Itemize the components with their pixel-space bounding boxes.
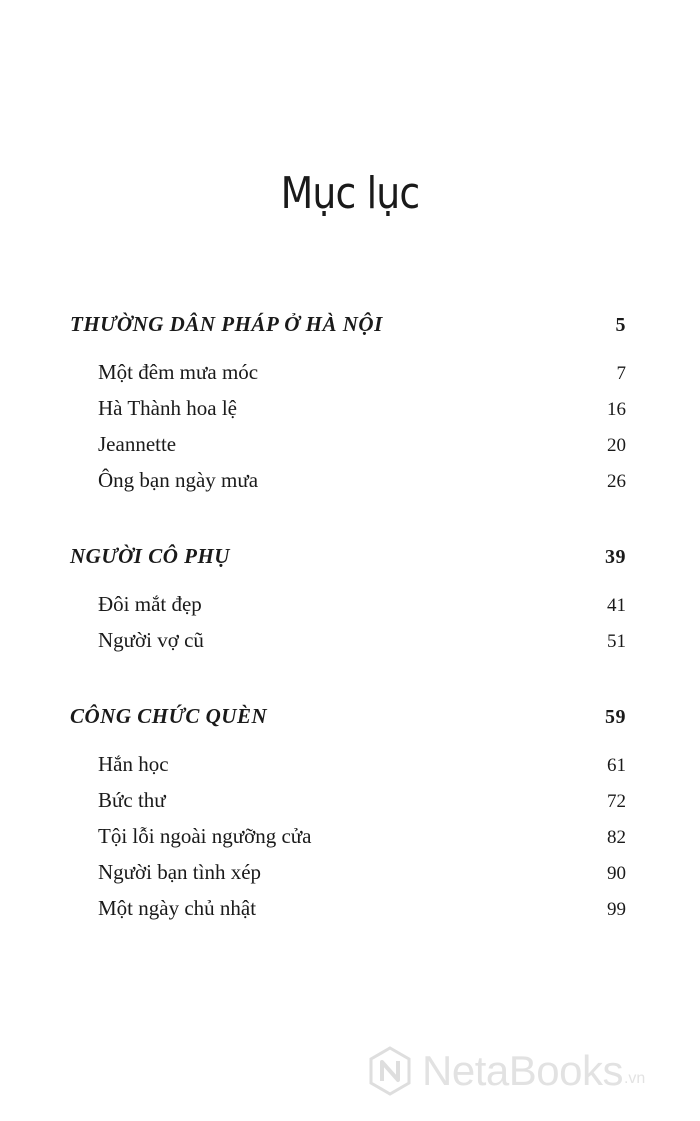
entry-page-number: 72 bbox=[607, 791, 626, 812]
toc-title: Mục lục bbox=[280, 168, 420, 219]
entry-title: Một đêm mưa móc bbox=[98, 360, 259, 384]
toc-entry bbox=[70, 824, 626, 860]
section-page-number: 39 bbox=[605, 546, 626, 568]
watermark-suffix: .vn bbox=[623, 1070, 646, 1087]
entry-page-number: 51 bbox=[607, 631, 626, 652]
section-title: CÔNG CHỨC QUÈN bbox=[70, 704, 268, 728]
entry-title: Hà Thành hoa lệ bbox=[98, 396, 237, 420]
section-title: THƯỜNG DÂN PHÁP Ở HÀ NỘI bbox=[70, 312, 383, 336]
section-page-number: 59 bbox=[605, 706, 626, 728]
section-heading bbox=[70, 704, 626, 744]
entry-page-number: 82 bbox=[607, 827, 626, 848]
toc-entry bbox=[70, 432, 626, 468]
entry-title: Tội lỗi ngoài ngưỡng cửa bbox=[98, 824, 312, 848]
entry-title: Đôi mắt đẹp bbox=[98, 592, 202, 616]
entry-title: Một ngày chủ nhật bbox=[98, 896, 257, 920]
section-heading bbox=[70, 544, 626, 584]
toc-section bbox=[70, 544, 626, 664]
entry-page-number: 61 bbox=[607, 755, 626, 776]
entry-page-number: 16 bbox=[607, 399, 626, 420]
entry-page-number: 90 bbox=[607, 863, 626, 884]
toc-section bbox=[70, 312, 626, 504]
entry-title: Bức thư bbox=[98, 788, 166, 812]
entry-title: Ông bạn ngày mưa bbox=[98, 468, 259, 492]
entry-page-number: 41 bbox=[607, 595, 626, 616]
section-heading bbox=[70, 312, 626, 352]
toc-entry bbox=[70, 628, 626, 664]
netabooks-watermark bbox=[368, 1046, 645, 1096]
toc-entry bbox=[70, 468, 626, 504]
toc-section bbox=[70, 704, 626, 932]
entry-title: Người vợ cũ bbox=[98, 628, 204, 652]
toc-entry bbox=[70, 788, 626, 824]
toc-entry bbox=[70, 752, 626, 788]
watermark-text: NetaBooks bbox=[422, 1047, 623, 1094]
section-title: NGƯỜI CÔ PHỤ bbox=[70, 544, 230, 568]
entry-page-number: 26 bbox=[607, 471, 626, 492]
entry-title: Hắn học bbox=[98, 752, 169, 776]
toc-entry bbox=[70, 360, 626, 396]
entry-title: Người bạn tình xép bbox=[98, 860, 262, 884]
toc-entry bbox=[70, 592, 626, 628]
n-hexagon-icon bbox=[368, 1046, 412, 1096]
entry-page-number: 7 bbox=[616, 363, 626, 384]
section-page-number: 5 bbox=[615, 314, 626, 336]
toc-entry bbox=[70, 896, 626, 932]
entry-page-number: 99 bbox=[607, 899, 626, 920]
entry-title: Jeannette bbox=[98, 432, 177, 456]
entry-page-number: 20 bbox=[607, 435, 626, 456]
toc-entry bbox=[70, 396, 626, 432]
toc-entry bbox=[70, 860, 626, 896]
